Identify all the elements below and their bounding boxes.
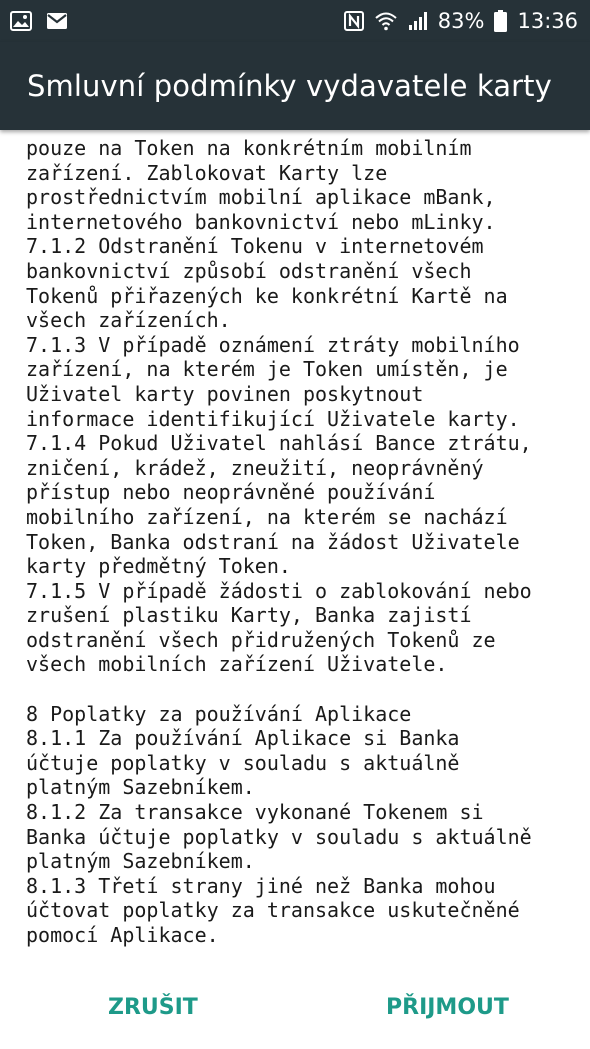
terms-line: bankovnictví způsobí odstranění všech: [26, 258, 472, 283]
terms-content[interactable]: [0, 130, 590, 960]
terms-line: 8.1.1 Za používání Aplikace si Banka: [26, 726, 460, 751]
terms-line: 7.1.4 Pokud Uživatel nahlásí Bance ztrátu,: [26, 431, 532, 456]
terms-line: odstranění všech přidružených Tokenů ze: [26, 627, 496, 652]
nfc-icon: [344, 11, 364, 31]
app-bar: [0, 42, 590, 130]
terms-line: zničení, krádež, zneužití, neoprávněný: [26, 455, 484, 480]
wifi-icon: [374, 11, 398, 31]
terms-section-heading: 8 Poplatky za používání Aplikace: [26, 701, 412, 726]
terms-line: pomocí Aplikace.: [26, 923, 219, 947]
terms-line: Banka účtuje poplatky v souladu s aktuálně: [26, 824, 532, 849]
status-time: 13:36: [517, 9, 578, 33]
terms-line: Token, Banka odstraní na žádost Uživatele: [26, 529, 520, 554]
terms-line: karty předmětný Token.: [26, 554, 291, 579]
terms-line: účtovat poplatky za transakce uskutečněné: [26, 898, 520, 923]
terms-line: zařízení. Zablokovat Karty lze: [26, 160, 388, 185]
terms-text: [26, 136, 580, 948]
terms-line: zrušení plastiku Karty, Banka zajistí: [26, 603, 472, 628]
status-bar: [0, 0, 590, 42]
dialog-title: Smluvní podmínky vydavatele karty: [27, 69, 552, 103]
terms-line: internetového bankovnictví nebo mLinky.: [26, 209, 496, 234]
terms-line: 7.1.2 Odstranění Tokenu v internetovém: [26, 234, 484, 259]
terms-line: 7.1.5 V případě žádosti o zablokování nebo: [26, 578, 532, 603]
dialog-actions: [0, 975, 590, 1049]
terms-line: 8.1.3 Třetí strany jiné než Banka mohou: [26, 873, 496, 898]
accept-button[interactable]: PŘIJMOUT: [376, 989, 519, 1026]
mail-icon: [46, 12, 68, 30]
terms-line: všech mobilních zařízení Uživatele.: [26, 652, 448, 677]
terms-line: zařízení, na kterém je Token umístěn, je: [26, 357, 508, 382]
terms-line: přístup nebo neoprávněné používání: [26, 480, 436, 505]
terms-line: platným Sazebníkem.: [26, 849, 255, 874]
signal-icon: [408, 11, 428, 31]
terms-line: platným Sazebníkem.: [26, 775, 255, 800]
terms-line: 7.1.3 V případě oznámení ztráty mobilního: [26, 332, 520, 357]
terms-line: mobilního zařízení, na kterém se nachází: [26, 504, 508, 529]
terms-line: informace identifikující Uživatele karty.: [26, 406, 520, 431]
terms-line: Uživatel karty povinen poskytnout: [26, 381, 424, 406]
image-icon: [10, 11, 32, 31]
cancel-button[interactable]: ZRUŠIT: [98, 989, 208, 1026]
status-bar-right: [344, 0, 578, 42]
terms-line: Tokenů přiřazených ke konkrétní Kartě na: [26, 283, 508, 308]
terms-line: pouze na Token na konkrétním mobilním: [26, 136, 472, 160]
terms-line: účtuje poplatky v souladu s aktuálně: [26, 750, 460, 775]
terms-line: všech zařízeních.: [26, 308, 231, 333]
terms-line: 8.1.2 Za transakce vykonané Tokenem si: [26, 800, 484, 825]
terms-line: prostřednictvím mobilní aplikace mBank,: [26, 185, 496, 210]
battery-percent: 83%: [437, 9, 485, 33]
battery-icon: [494, 10, 507, 32]
status-bar-left: [10, 11, 68, 31]
